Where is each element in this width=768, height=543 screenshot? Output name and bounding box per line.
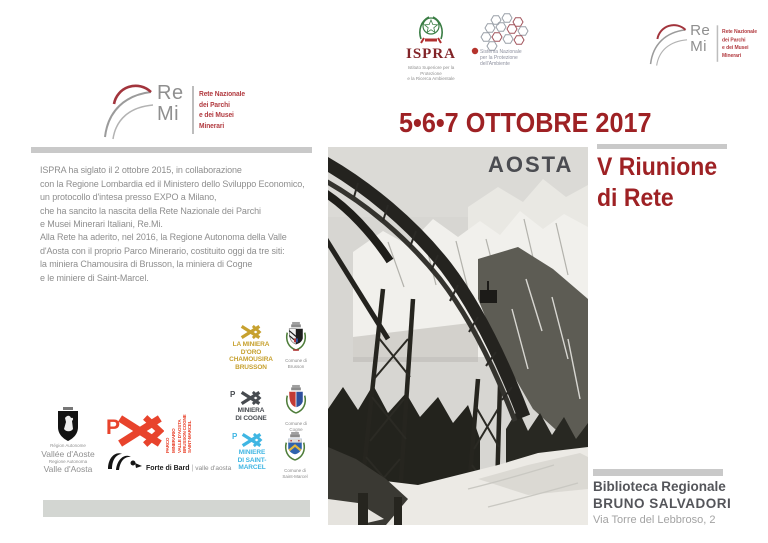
valle-aosta-region-logo — [36, 407, 100, 474]
saint-marcel-crest-icon — [283, 431, 307, 462]
ispra-logo — [398, 13, 464, 82]
parco-vert-line: PARCO — [165, 437, 170, 453]
comune-saint-marcel-caption: Comune di Saint-Marcel — [282, 468, 308, 479]
mine-chevron-icon — [240, 433, 264, 447]
event-city: AOSTA — [488, 152, 574, 177]
comune-saint-marcel-crest — [281, 431, 309, 479]
saint-marcel-mine-logo — [228, 433, 276, 472]
remi-acronym: Re Mi — [690, 22, 711, 55]
parco-minerario-logo — [106, 410, 193, 454]
cogne-crest-icon — [284, 384, 308, 415]
event-date: 5•6•7 OTTOBRE 2017 — [399, 107, 652, 138]
cogne-mine-label: MINIERA DI COGNE — [235, 407, 267, 422]
parco-chevron-icon — [118, 413, 164, 449]
parco-p-mark: P — [106, 416, 121, 439]
footer-gray-bar — [43, 500, 310, 517]
parco-vert-line: VALLE D'AOSTA — [176, 419, 182, 453]
remi-label: Rete Nazionale dei Parchi e dei Musei Minerari — [199, 91, 245, 130]
region-label-it-small: Regione Autonoma — [48, 458, 88, 464]
parco-vert-line: BRUSSON COGNE SAINT-MARCEL — [182, 414, 193, 453]
remi-swoosh-icon — [646, 20, 690, 67]
cogne-mine-logo — [226, 391, 276, 422]
ispra-caption: Istituto Superiore per la Protezione e la Ricerca Ambientale — [407, 65, 455, 81]
remi-divider — [717, 25, 719, 61]
ispra-name: ISPRA — [405, 46, 456, 62]
parco-vertical-label — [166, 411, 193, 453]
brusson-mine-logo — [228, 325, 274, 371]
comune-brusson-crest — [282, 321, 310, 369]
cogne-p-mark: P — [230, 390, 236, 399]
venue-address: Via Torre del Lebbroso, 2 — [593, 514, 716, 526]
venue-divider-bar — [593, 469, 723, 476]
remi-acronym: Re Mi — [157, 82, 184, 125]
snpa-logo — [462, 13, 548, 67]
remi-swoosh-icon — [99, 79, 157, 141]
mountain-cableway-photo-icon — [328, 147, 588, 525]
brusson-crest-icon — [284, 321, 308, 352]
region-label-it: Valle d'Aosta — [43, 464, 93, 474]
comune-cogne-caption: Comune di Cogne — [285, 421, 307, 432]
snpa-caption: Sistema Nazionale per la Protezione dell'Ambiente — [480, 49, 522, 67]
ibex-icon — [106, 449, 144, 473]
left-divider-bar — [31, 147, 312, 153]
valle-aosta-crest-icon — [55, 407, 81, 443]
event-title: V Riunione di Rete — [597, 153, 718, 212]
remi-divider — [192, 86, 194, 134]
venue-name: Biblioteca Regionale — [593, 479, 726, 494]
region-label-fr-small: Région Autonome — [50, 443, 86, 448]
comune-cogne-crest — [282, 384, 310, 432]
remi-logo-small — [646, 20, 760, 69]
intro-paragraph: ISPRA ha siglato il 2 ottobre 2015, in collaborazione con la Regione Lombardia ed il Ministero dello Sviluppo Economico, un protocollo d'intesa presso EXPO a Milano, che ha sancito la nascita della Rete Nazionale dei Parchi e Musei Minerari Italiani, Re.Mi. — [40, 165, 305, 229]
saint-marcel-p-mark: P — [232, 432, 238, 441]
forte-di-bard-label — [146, 465, 231, 472]
cableway-photo — [328, 147, 588, 525]
forte-suffix: valle d'aosta — [195, 465, 232, 472]
mine-chevron-icon — [239, 325, 263, 339]
remi-logo-large — [99, 79, 249, 143]
forte-separator: | — [191, 465, 194, 472]
ispra-emblem-icon — [416, 13, 446, 45]
remi-label: Rete Nazionale dei Parchi e dei Musei Minerari — [722, 29, 757, 59]
brusson-mine-label: LA MINIERA D'ORO CHAMOUSIRA BRUSSON — [229, 341, 273, 371]
forte-name: Forte di Bard — [146, 465, 190, 472]
adhesion-paragraph: Alla Rete ha aderito, nel 2016, la Regione Autonoma della Valle d'Aosta con il proprio Parco Minerario, costituito oggi da tre siti: la miniera Chamousira di Brusson, la miniera di Cogne e le miniere di Saint-Marcel. — [40, 232, 287, 283]
parco-vert-line: MINERARIO — [170, 428, 176, 453]
saint-marcel-mine-label: MINIERE DI SAINT- MARCEL — [237, 449, 267, 472]
title-divider-bar — [597, 144, 727, 149]
comune-brusson-caption: Comune di Brusson — [285, 358, 307, 369]
region-label-fr: Vallée d'Aoste — [41, 448, 95, 459]
venue-name-secondary: BRUNO SALVADORI — [593, 496, 732, 511]
mine-chevron-icon — [239, 391, 263, 405]
forte-di-bard-logo — [106, 449, 232, 478]
